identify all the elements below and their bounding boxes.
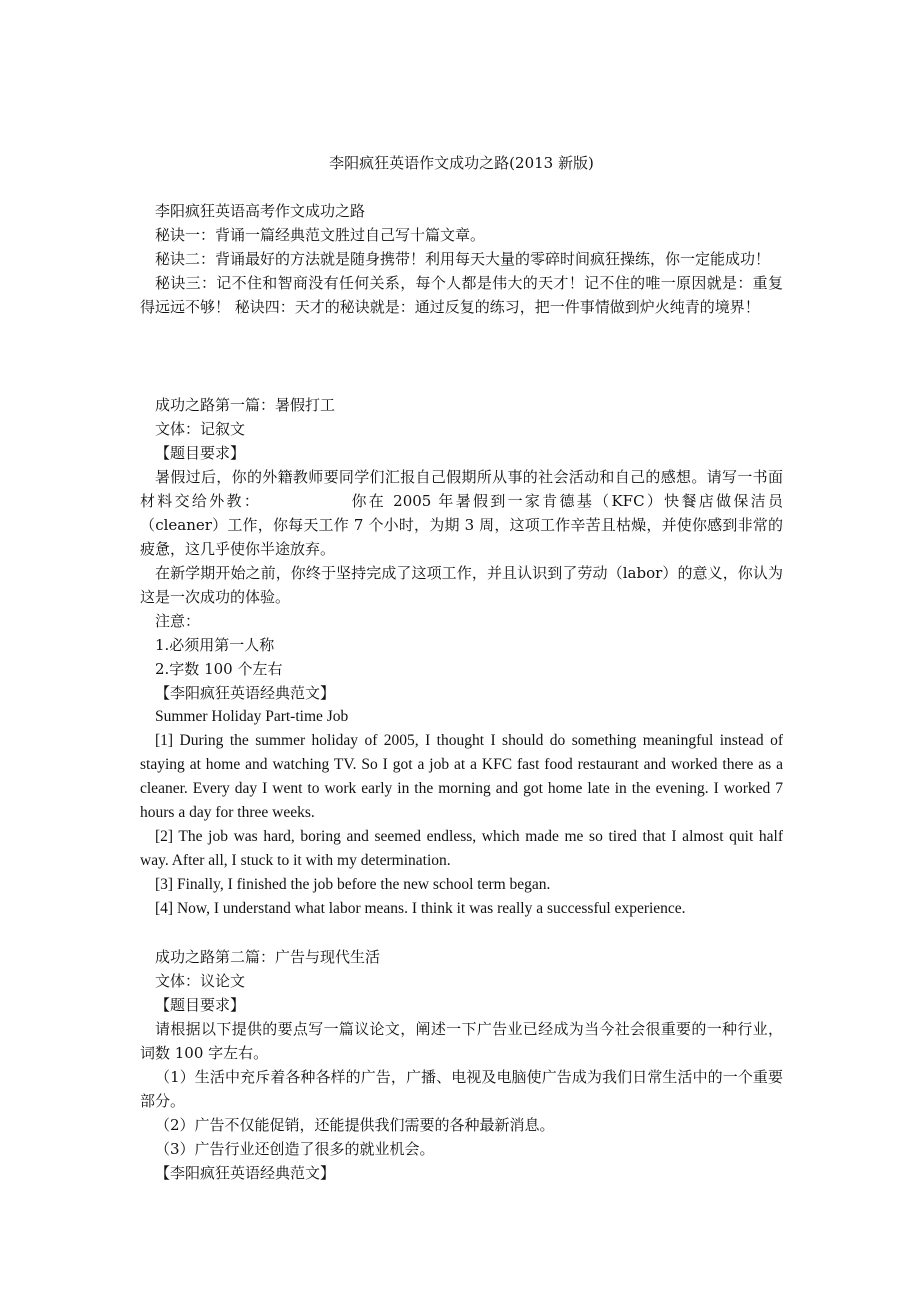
point-one: （1）生活中充斥着各种各样的广告，广播、电视及电脑使广告成为我们日常生活中的一个重要部分。 [140, 1068, 783, 1110]
requirement-text-part-b: 你在 2005 年暑假到一家肯德基（KFC）快餐店做保洁员（cleaner）工作，你每天工作 7 个小时，为期 3 周，这项工作辛苦且枯燥，并使你感到非常的疲惫，这几乎使你半途放弃。 [140, 492, 783, 558]
note-label: 注意： [155, 612, 201, 630]
point-three: （3）广告行业还创造了很多的就业机会。 [155, 1140, 435, 1158]
tip-three-four: 秘诀三：记不住和智商没有任何关系，每个人都是伟大的天才！记不住的唯一原因就是：重复得远远不够！ 秘诀四：天才的秘诀就是：通过反复的练习，把一件事情做到炉火纯青的境界！ [140, 274, 783, 316]
article-two-heading: 成功之路第二篇：广告与现代生活 [155, 948, 381, 966]
model-paragraph-2: [2] The job was hard, boring and seemed endless, which made me so tired that I almost quit half way. After all, I stuck to it with my determination. [140, 828, 783, 869]
article-two-requirement-text: 请根据以下提供的要点写一篇议论文，阐述一下广告业已经成为当今社会很重要的一种行业，词数 100 字左右。 [140, 1020, 783, 1062]
model-essay-label: 【李阳疯狂英语经典范文】 [155, 684, 336, 702]
article-one-heading: 成功之路第一篇：暑假打工 [155, 396, 336, 414]
article-one-section [140, 393, 783, 921]
intro-section [140, 199, 783, 319]
point-two: （2）广告不仅能促销，还能提供我们需要的各种最新消息。 [155, 1116, 555, 1134]
article-two-model-label: 【李阳疯狂英语经典范文】 [155, 1164, 336, 1182]
article-two-requirement-label: 【题目要求】 [155, 996, 246, 1014]
article-two-genre: 文体：议论文 [155, 972, 246, 990]
model-paragraph-1: [1] During the summer holiday of 2005, I thought I should do something meaningful instead of staying at home and watching TV. So I got a job at a KFC fast food restaurant and worked there as a cleaner. Every day I went to work early in the morning and got home late in the evening. I worked 7 hours a day for three weeks. [140, 732, 783, 821]
tip-two: 秘诀二：背诵最好的方法就是随身携带！利用每天大量的零碎时间疯狂操练，你一定能成功！ [155, 250, 771, 268]
note-one: 1.必须用第一人称 [155, 636, 275, 654]
intro-heading: 李阳疯狂英语高考作文成功之路 [155, 202, 366, 220]
model-paragraph-4: [4] Now, I understand what labor means. I think it was really a successful experience. [155, 900, 686, 917]
article-two-section [140, 945, 783, 1185]
article-one-requirement-label: 【题目要求】 [155, 444, 246, 462]
note-two: 2.字数 100 个左右 [155, 660, 283, 678]
tip-one: 秘诀一：背诵一篇经典范文胜过自己写十篇文章。 [155, 226, 486, 244]
model-paragraph-3: [3] Finally, I finished the job before the new school term began. [155, 876, 551, 893]
requirement-text-part-a: 暑假过后，你的外籍教师要同学们汇报自己假期所从事的社会活动和自己的感想。请写一书面材料交给外教： [140, 468, 783, 510]
article-one-requirement-text-c: 在新学期开始之前，你终于坚持完成了这项工作，并且认识到了劳动（labor）的意义，你认为这是一次成功的体验。 [140, 564, 783, 606]
article-one-requirement-text [140, 465, 783, 561]
article-one-genre: 文体：记叙文 [155, 420, 246, 438]
document-title: 李阳疯狂英语作文成功之路(2013 新版) [329, 154, 594, 172]
model-essay-title: Summer Holiday Part-time Job [155, 708, 349, 725]
